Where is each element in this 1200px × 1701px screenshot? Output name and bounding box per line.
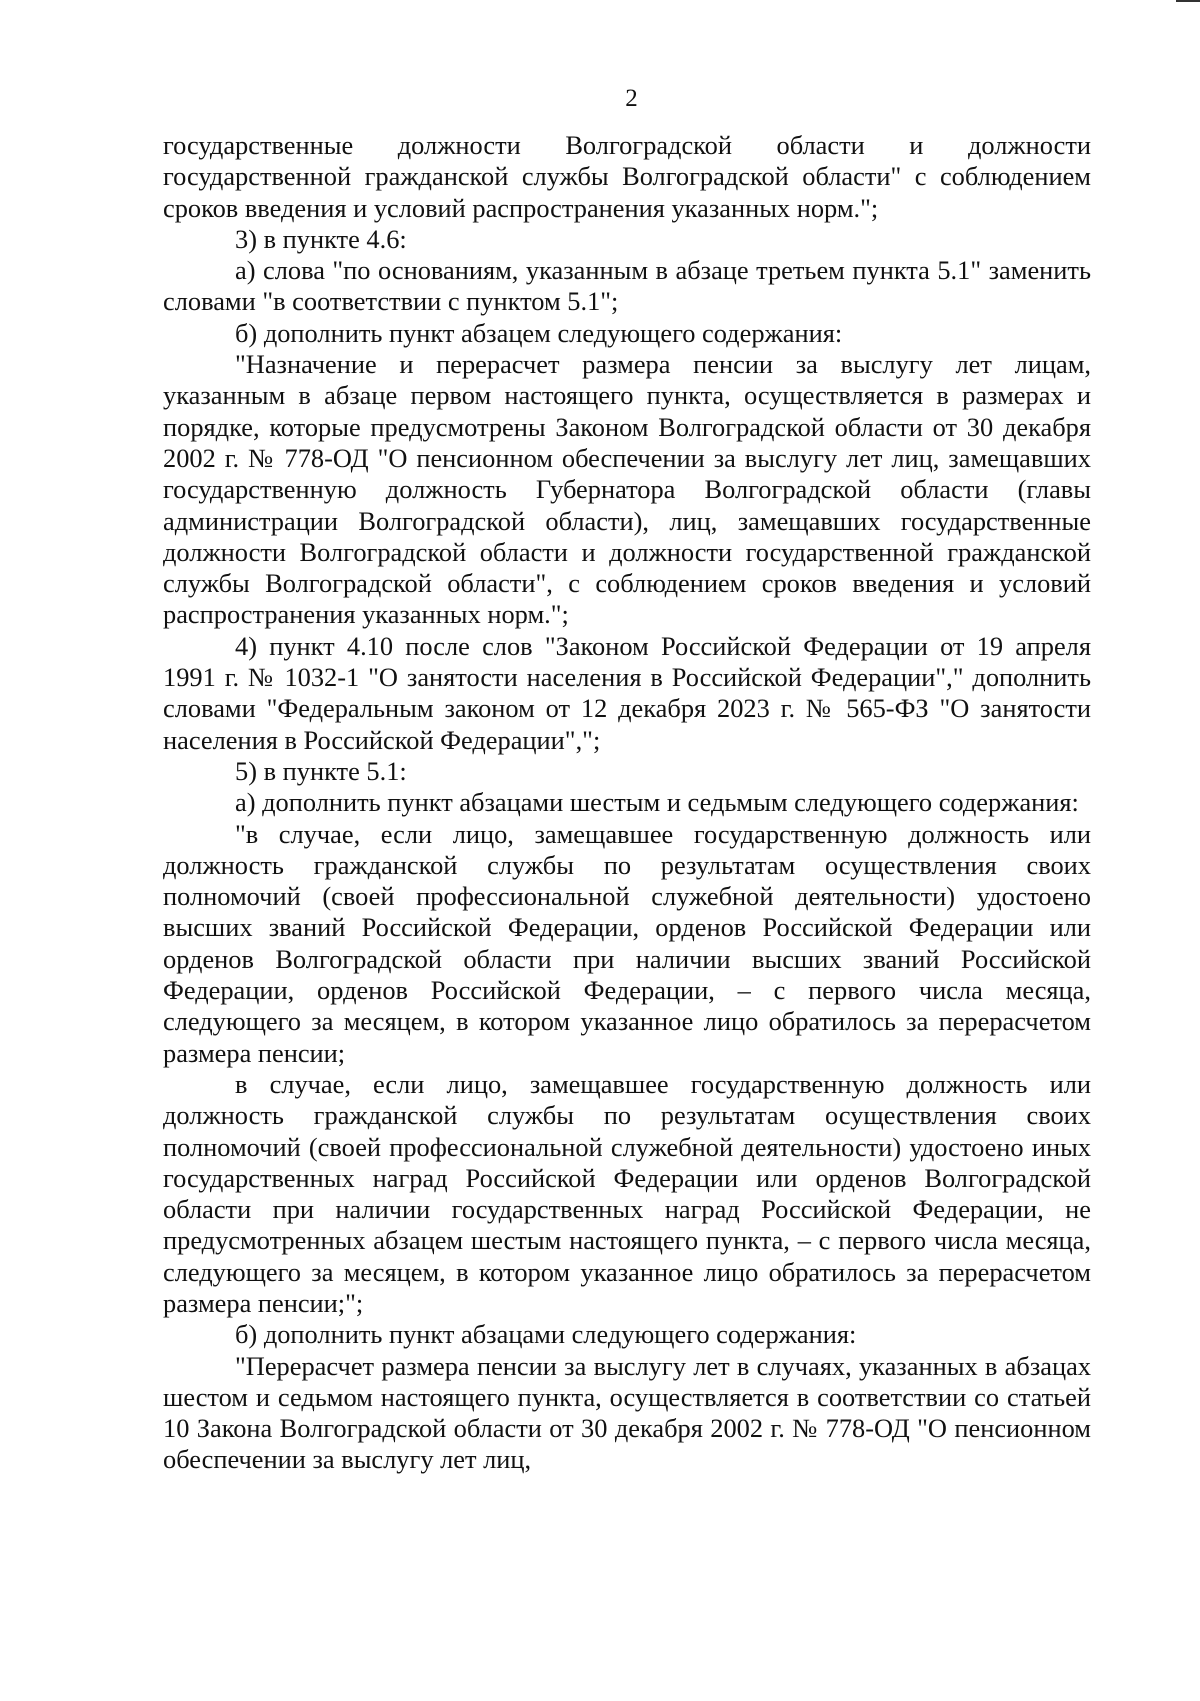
paragraph: а) слова "по основаниям, указанным в абзаце третьем пункта 5.1" заменить словами "в соответствии с пунктом 5.1";	[163, 255, 1091, 317]
paragraph: государственные должности Волгоградской области и должности государственной гражданской службы Волгоградской области" с соблюдением сроков введения и условий распространения указанных норм.";	[163, 130, 1091, 223]
paragraph: б) дополнить пункт абзацем следующего содержания:	[235, 317, 843, 348]
paragraph: 5) в пункте 5.1:	[235, 755, 407, 786]
document-body	[163, 130, 1091, 1476]
paragraph: а) дополнить пункт абзацами шестым и седьмым следующего содержания:	[235, 787, 1079, 818]
paragraph: б) дополнить пункт абзацами следующего содержания:	[235, 1319, 857, 1350]
paragraph: "Назначение и перерасчет размера пенсии за выслугу лет лицам, указанным в абзаце первом настоящего пункта, осуществляется в размерах и порядке, которые предусмотрены Законом Волгоградской области от 30 декабря 2002 г. № 778-ОД "О пенсионном обеспечении за выслугу лет лиц, замещавших государственную должность Губернатора Волгоградской области (главы администрации Волгоградской области), лиц, замещавших государственные должности Волгоградской области и должности государственной гражданской службы Волгоградской области", с соблюдением сроков введения и условий распространения указанных норм.";	[163, 349, 1091, 630]
paragraph: в случае, если лицо, замещавшее государственную должность или должность гражданской службы по результатам осуществления своих полномочий (своей профессиональной служебной деятельности) удостоено иных государственных наград Российской Федерации или орденов Волгоградской области при наличии государственных наград Российской Федерации, не предусмотренных абзацем шестым настоящего пункта, – с первого числа месяца, следующего за месяцем, в котором указанное лицо обратилось за перерасчетом размера пенсии;";	[163, 1068, 1091, 1318]
paragraph: 3) в пункте 4.6:	[235, 223, 407, 254]
paragraph: "в случае, если лицо, замещавшее государственную должность или должность гражданской службы по результатам осуществления своих полномочий (своей профессиональной служебной деятельности) удостоено высших званий Российской Федерации, орденов Российской Федерации или орденов Волгоградской области при наличии высших званий Российской Федерации, орденов Российской Федерации, – с первого числа месяца, следующего за месяцем, в котором указанное лицо обратилось за перерасчетом размера пенсии;	[163, 818, 1091, 1068]
scan-edge-mark	[1176, 0, 1200, 2]
paragraph: "Перерасчет размера пенсии за выслугу лет в случаях, указанных в абзацах шестом и седьмом настоящего пункта, осуществляется в соответствии со статьей 10 Закона Волгоградской области от 30 декабря 2002 г. № 778-ОД "О пенсионном обеспечении за выслугу лет лиц,	[163, 1350, 1091, 1475]
page-number: 2	[625, 85, 638, 112]
paragraph: 4) пункт 4.10 после слов "Законом Российской Федерации от 19 апреля 1991 г. № 1032-1 "О занятости населения в Российской Федерации"," дополнить словами "Федеральным законом от 12 декабря 2023 г. № 565-ФЗ "О занятости населения в Российской Федерации",";	[163, 630, 1091, 755]
